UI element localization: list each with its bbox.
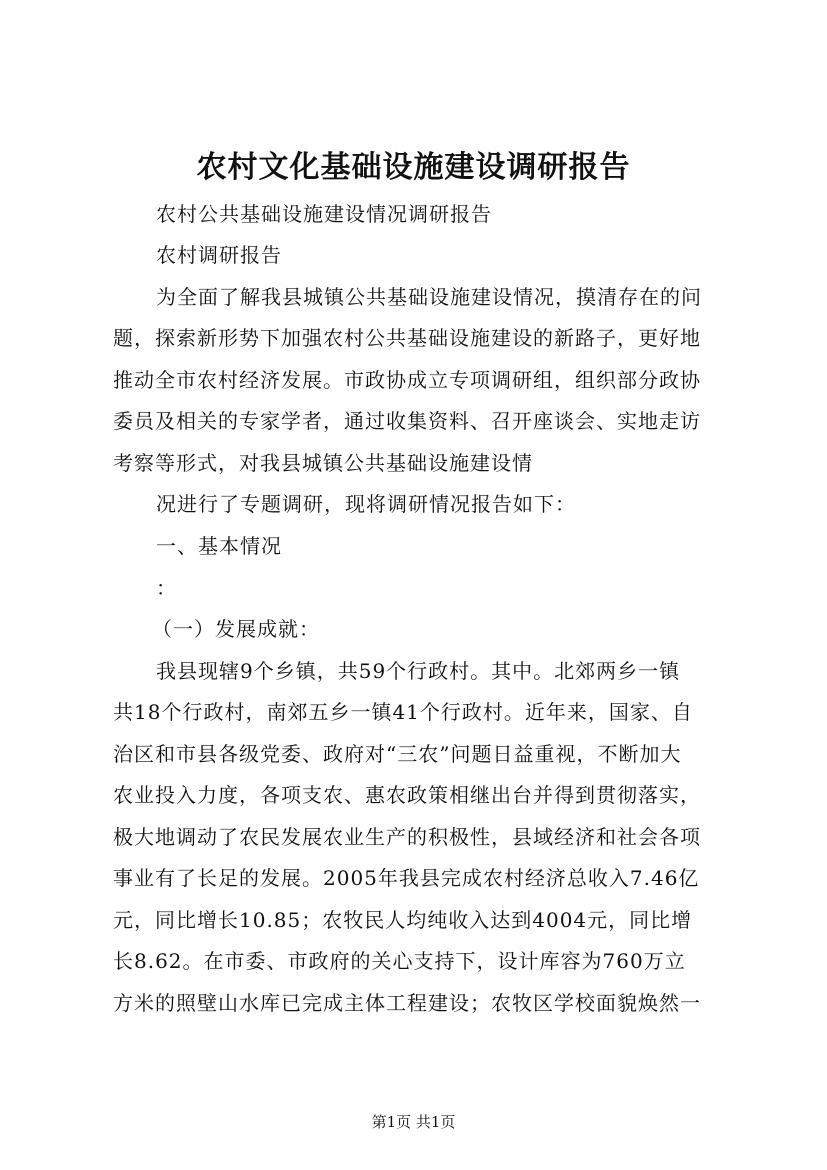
paragraph-line: 方米的照壁山水库已完成主体工程建设；农牧区学校面貌焕然一	[113, 991, 701, 1015]
paragraph-line: 题，探索新形势下加强农村公共基础设施建设的新路子，更好地	[113, 326, 701, 350]
subtitle-line: 农村调研报告	[156, 243, 282, 267]
subsection-heading: （一）发展成就：	[152, 617, 320, 641]
paragraph-line: 治区和市县各级党委、政府对“三农”问题日益重视，不断加大	[113, 742, 682, 766]
paragraph-line: 考察等形式，对我县城镇公共基础设施建设情	[113, 451, 533, 475]
paragraph-line: 况进行了专题调研，现将调研情况报告如下：	[156, 492, 576, 516]
paragraph-line: 长8.62。在市委、市政府的关心支持下，设计库容为760万立	[113, 949, 686, 973]
paragraph-line: 为全面了解我县城镇公共基础设施建设情况，摸清存在的问	[156, 285, 702, 309]
paragraph-line: 元，同比增长10.85；农牧民人均纯收入达到4004元，同比增	[113, 908, 693, 932]
paragraph-line: 事业有了长足的发展。2005年我县完成农村经济总收入7.46亿	[113, 866, 700, 890]
paragraph-line: 共18个行政村，南郊五乡一镇41个行政村。近年来，国家、自	[113, 700, 693, 724]
subtitle-line: 农村公共基础设施建设情况调研报告	[156, 202, 492, 226]
document-title: 农村文化基础设施建设调研报告	[196, 150, 631, 185]
page-footer: 第1页 共1页	[371, 1113, 456, 1131]
paragraph-line: 我县现辖9个乡镇，共59个行政村。其中。北郊两乡一镇	[156, 659, 681, 683]
paragraph-line: 极大地调动了农民发展农业生产的积极性，县域经济和社会各项	[113, 825, 701, 849]
paragraph-line: 推动全市农村经济发展。市政协成立专项调研组，组织部分政协	[113, 368, 701, 392]
colon-line: ：	[156, 576, 177, 600]
section-heading: 一、基本情况	[156, 534, 282, 558]
paragraph-line: 委员及相关的专家学者，通过收集资料、召开座谈会、实地走访	[113, 409, 701, 433]
paragraph-line: 农业投入力度，各项支农、惠农政策相继出台并得到贯彻落实，	[113, 783, 701, 807]
